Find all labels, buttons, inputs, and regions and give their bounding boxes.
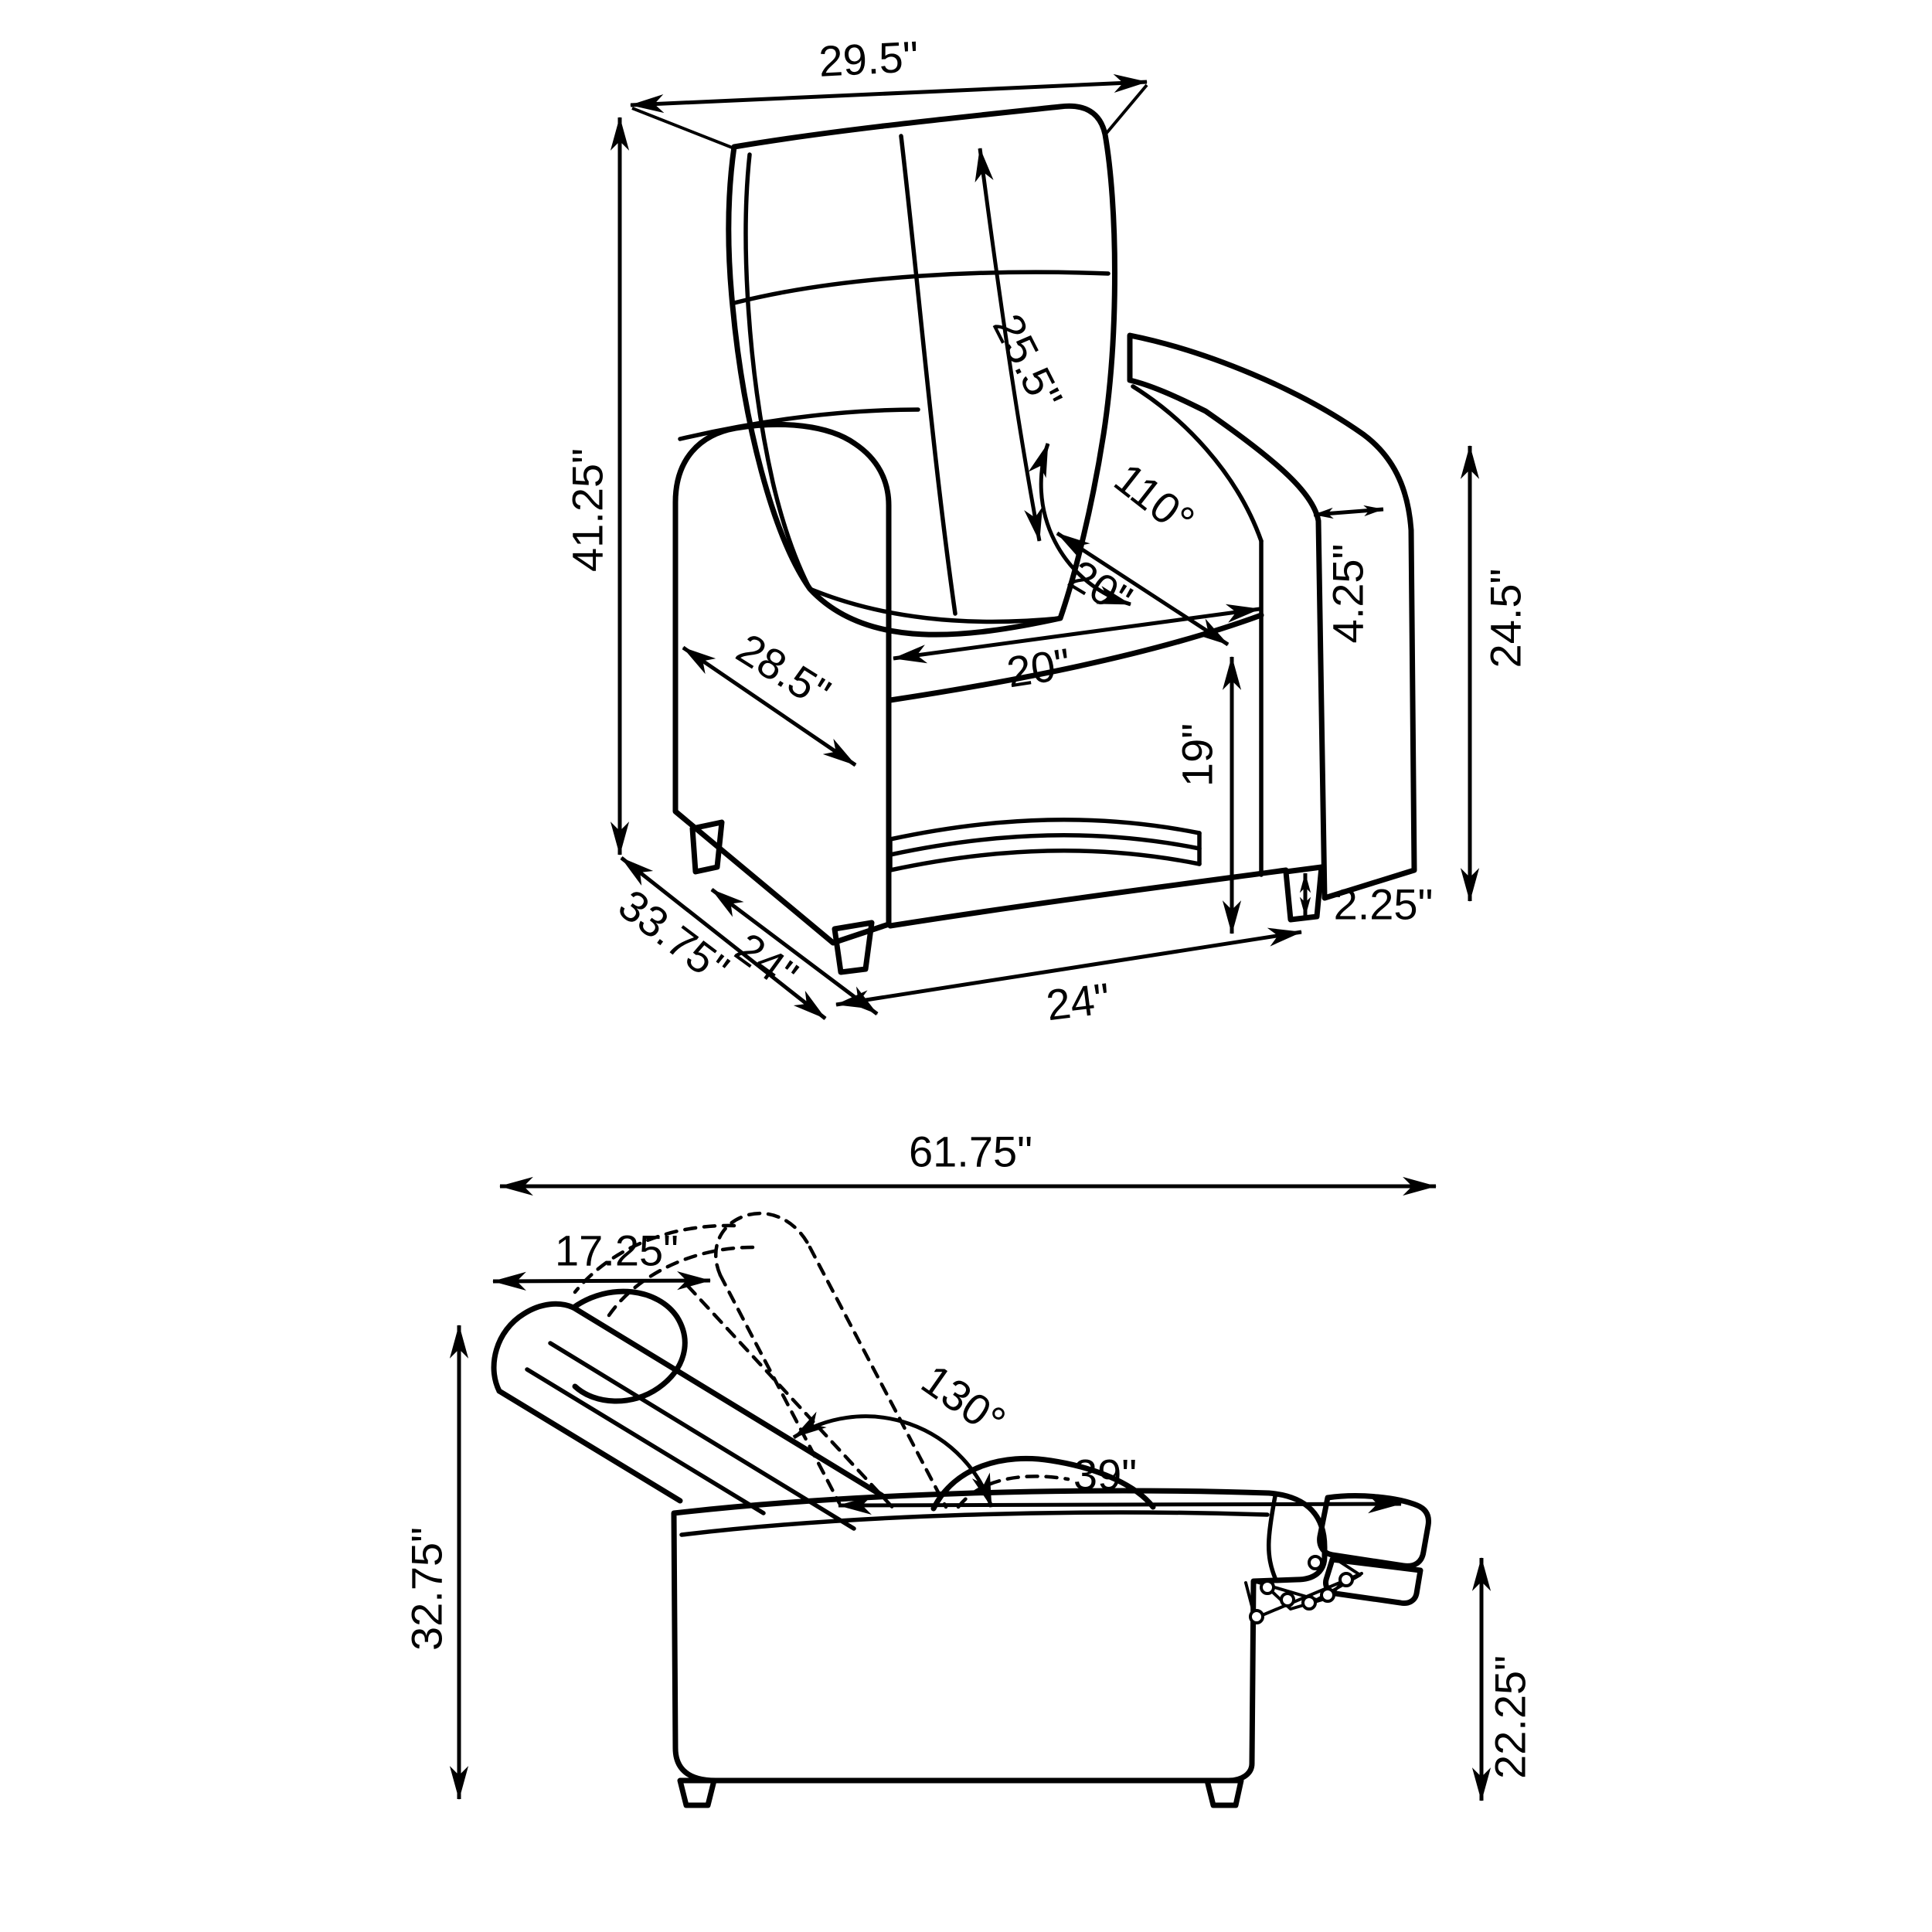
dim-seat-height-label: 19" <box>1172 723 1222 787</box>
front-view <box>675 106 1414 972</box>
dim-base-front-width-label: 24" <box>1043 973 1113 1030</box>
dim-armrest-length-line <box>838 1504 1401 1505</box>
side-foot-front <box>1207 1781 1241 1805</box>
side-armrest-inner-line <box>682 1512 1267 1535</box>
front-headrest-seam <box>734 272 1108 303</box>
side-linkage-joint-7 <box>1250 1611 1263 1623</box>
dim-reclined-length-label: 61.75" <box>908 1127 1033 1176</box>
dim-footrest-height-label: 22.25" <box>1485 1655 1535 1780</box>
side-linkage-joint-2 <box>1281 1594 1294 1606</box>
dim-recline-angle-label: 130° <box>913 1354 1015 1447</box>
ext-width-right <box>1107 85 1147 133</box>
side-footrest-pad-upper <box>1320 1496 1429 1566</box>
side-upright-back-cap <box>716 1213 810 1275</box>
side-reclined-back-cap <box>494 1304 573 1391</box>
side-base-block <box>674 1491 1325 1781</box>
side-linkage-joint-1 <box>1261 1581 1274 1594</box>
dim-base-side-depth-label: 24" <box>726 923 807 1000</box>
dim-arm-top-width-line <box>1314 509 1383 515</box>
side-foot-back <box>680 1781 714 1805</box>
side-reclined-back-seam-2 <box>527 1369 764 1513</box>
dim-back-angle-label: 110° <box>1105 453 1204 546</box>
front-backrest-center-seam <box>901 136 955 614</box>
dim-overall-height-label: 41.25" <box>563 447 612 573</box>
dim-overall-width-label: 29.5" <box>818 32 920 86</box>
dim-arm-panel-depth-label: 28.5" <box>728 624 839 718</box>
side-reclined-back-seam-1 <box>550 1343 854 1529</box>
side-upright-back-inner <box>720 1275 839 1503</box>
side-linkage-joint-3 <box>1303 1597 1315 1609</box>
side-linkage-joint-4 <box>1321 1589 1334 1601</box>
front-footrest-slat-3 <box>890 851 1199 870</box>
dim-overall-width-line <box>631 82 1147 105</box>
dim-back-top-offset-label: 17.25" <box>554 1226 679 1275</box>
side-view-dimensions <box>403 1128 1535 1801</box>
dim-arm-height-label: 24.5" <box>1481 568 1530 668</box>
front-base-bottom-edge <box>890 870 1286 926</box>
side-reclined-headrest <box>573 1291 685 1401</box>
dim-side-height-label: 32.75" <box>402 1526 451 1651</box>
dim-arm-top-width-label: 4.25" <box>1323 543 1372 644</box>
dim-leg-height-label: 2.25" <box>1333 879 1434 929</box>
dim-armrest-length-label: 39" <box>1073 1450 1138 1499</box>
dim-seat-depth-label: 20" <box>1060 549 1141 625</box>
side-linkage-joint-5 <box>1340 1573 1352 1586</box>
front-view-dimensions <box>563 32 1530 1029</box>
side-linkage-joint-6 <box>1309 1556 1321 1569</box>
front-foot-left-back <box>692 822 722 872</box>
ext-width-left <box>632 108 734 148</box>
dim-back-length-label: 25.5" <box>983 306 1073 417</box>
dim-overall-depth-label: 33.75" <box>610 879 738 994</box>
dim-seat-width-label: 20" <box>1003 638 1074 697</box>
side-view <box>494 1213 1428 1805</box>
side-arm-front-curve <box>1269 1496 1275 1578</box>
